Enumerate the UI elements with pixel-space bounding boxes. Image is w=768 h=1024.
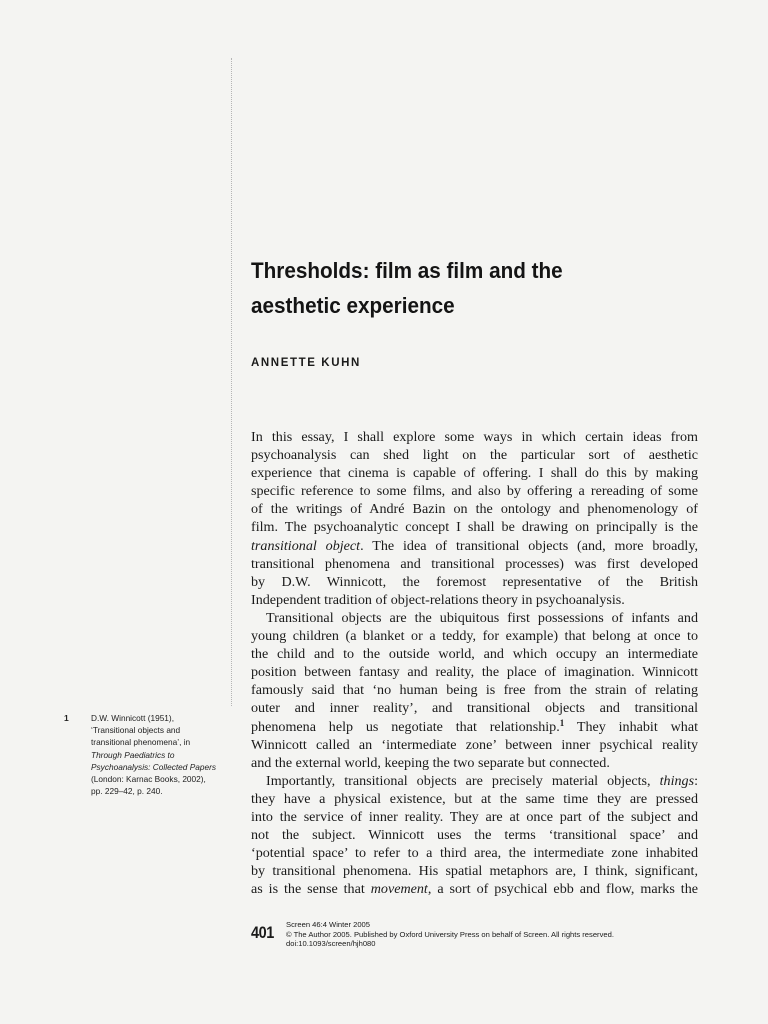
footnote-text [91,712,224,797]
footnote-line: transitional phenomena’, in [91,737,191,748]
author-name: ANNETTE KUHN [251,357,361,369]
page-number: 401 [251,923,274,942]
doi: doi:10.1093/screen/hjh080 [286,939,376,949]
body-line: ‘potential space’ to refer to a third area, the intermediate zone inhabited [251,845,698,862]
body-line: position between fantasy and reality, the place of imagination. Winnicott [251,664,698,681]
body-line: Winnicott called an ‘intermediate zone’ between inner psychical reality [251,736,698,753]
body-line: young children (a blanket or a teddy, for example) that belong at once to [251,628,698,645]
body-line: of the writings of André Bazin on the ontology and phenomenology of [251,501,698,518]
copyright-notice: © The Author 2005. Published by Oxford University Press on behalf of Screen. All rights reserved. [286,929,614,939]
body-line-text: : [694,772,698,789]
body-line: famously said that ‘no human being is free from the strain of relating [251,682,698,699]
footnote-number: 1 [64,713,69,723]
italic-term: things [659,772,695,789]
body-line: specific reference to some films, and also by offering a rereading of some [251,483,698,500]
body-line: outer and inner reality’, and transitional objects and transitional [251,700,698,717]
sidenote [64,712,224,797]
body-line-text: . The idea of transitional objects (and, more broadly, [360,537,698,554]
body-line: Independent tradition of object-relations theory in psychoanalysis. [251,591,625,608]
body-line [251,537,698,555]
body-line-text: as is the sense that [251,881,371,898]
body-line: by D.W. Winnicott, the foremost representative of the British [251,573,698,590]
journal-issue: Screen 46:4 Winter 2005 [286,920,371,929]
footnote-line: D.W. Winnicott (1951), [91,713,174,723]
article-title [251,253,683,323]
body-line: film. The psychoanalytic concept I shall be drawing on principally is the [251,519,698,536]
footnote-book-title: Through Paediatrics to [91,749,175,760]
body-line [251,880,698,898]
italic-term: transitional object [251,537,361,554]
body-line-text: They inhabit what [564,718,698,735]
body-line: psychoanalysis can shed light on the particular sort of aesthetic [251,447,698,464]
margin-rule [231,58,232,706]
title-line: Thresholds: film as film and the [251,258,563,283]
body-line-text: , a sort of psychical ebb and flow, marks the [427,881,698,898]
body-line: the child and to the outside world, and which occupy an intermediate [251,646,698,663]
body-line: transitional phenomena and transitional processes) was first developed [251,555,698,572]
footnote-line: pp. 229–42, p. 240. [91,786,163,797]
publication-info [286,920,614,949]
body-line: In this essay, I shall explore some ways in which certain ideas from [251,429,698,445]
body-line: experience that cinema is capable of offering. I shall do this by making [251,465,698,482]
footnote-line: ‘Transitional objects and [91,725,181,736]
body-line: by transitional phenomena. His spatial metaphors are, I think, significant, [251,863,698,880]
title-line: aesthetic experience [251,293,455,318]
body-line: not the subject. Winnicott uses the terms ‘transitional space’ and [251,827,698,844]
footnote-book-title: Psychoanalysis: Collected Papers [91,761,216,772]
body-line: into the service of inner reality. They are at once part of the subject and [251,808,698,825]
footnote-marker: 1 [559,717,565,728]
footnote-line: (London: Karnac Books, 2002), [91,774,206,785]
body-line: and the external world, keeping the two separate but connected. [251,754,610,771]
body-line: Transitional objects are the ubiquitous first possessions of infants and [266,609,698,626]
body-line [251,718,698,736]
italic-term: movement [370,881,428,898]
article-body [251,428,698,898]
body-line: they have a physical existence, but at the same time they are pressed [251,790,698,807]
body-line-text: phenomena help us negotiate that relationship. [251,718,560,735]
body-line-text: Importantly, transitional objects are precisely material objects, [266,772,660,789]
body-line [251,772,698,790]
